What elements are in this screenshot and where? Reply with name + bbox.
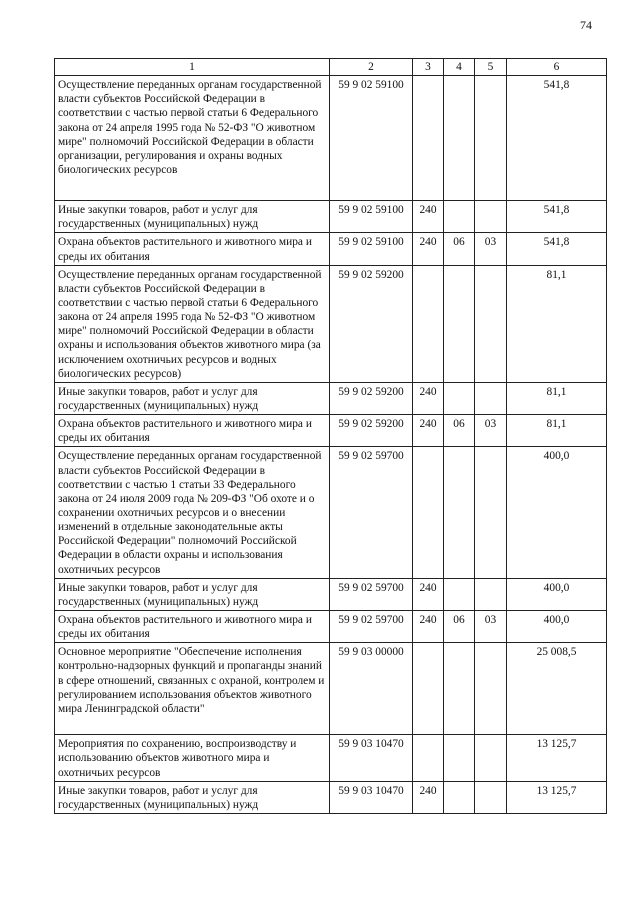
expense-type [413,643,444,735]
subsection [475,201,507,233]
section: 06 [444,610,475,642]
amount: 81,1 [507,265,607,382]
page-number: 74 [580,18,592,32]
amount: 13 125,7 [507,781,607,813]
table-row [55,610,607,642]
item-code: 59 9 02 59200 [330,415,413,447]
item-name: Охрана объектов растительного и животного мира и среды их обитания [55,610,330,642]
expense-type: 240 [413,610,444,642]
section [444,201,475,233]
expense-type: 240 [413,382,444,414]
table-row [55,233,607,265]
item-code: 59 9 03 10470 [330,781,413,813]
item-name: Охрана объектов растительного и животного мира и среды их обитания [55,415,330,447]
budget-table [54,58,607,814]
expense-type [413,735,444,781]
amount: 13 125,7 [507,735,607,781]
column-header: 5 [475,59,507,76]
subsection: 03 [475,415,507,447]
expense-type [413,76,444,201]
section [444,76,475,201]
subsection [475,578,507,610]
table-row [55,447,607,578]
section [444,735,475,781]
item-name: Осуществление переданных органам государственной власти субъектов Российской Федерации в соответствии с частью первой статьи 6 Федерального закона от 24 апреля 1995 года № 52-ФЗ "О животном мире" полномочий Российской Федерации в области организации, регулирования и охраны водных биологических ресурсов [55,76,330,201]
item-name: Мероприятия по сохранению, воспроизводству и использованию объектов животного мира и охотничьих ресурсов [55,735,330,781]
subsection [475,265,507,382]
section [444,643,475,735]
amount: 400,0 [507,447,607,578]
table-row [55,415,607,447]
section: 06 [444,233,475,265]
table-row [55,735,607,781]
item-code: 59 9 02 59100 [330,233,413,265]
table-row [55,781,607,813]
amount: 25 008,5 [507,643,607,735]
item-name: Охрана объектов растительного и животного мира и среды их обитания [55,233,330,265]
column-header: 4 [444,59,475,76]
expense-type [413,447,444,578]
item-name: Иные закупки товаров, работ и услуг для государственных (муниципальных) нужд [55,201,330,233]
column-header: 2 [330,59,413,76]
table-row [55,76,607,201]
amount: 400,0 [507,610,607,642]
item-code: 59 9 02 59200 [330,265,413,382]
item-name: Осуществление переданных органам государственной власти субъектов Российской Федерации в соответствии с частью первой статьи 6 Федерального закона от 24 апреля 1995 года № 52-ФЗ "О животном мире" полномочий Российской Федерации в области охраны и использования объектов животного мира (за исключением охотничьих ресурсов и водных биологических ресурсов) [55,265,330,382]
subsection [475,781,507,813]
column-header: 1 [55,59,330,76]
item-name: Иные закупки товаров, работ и услуг для государственных (муниципальных) нужд [55,781,330,813]
table-row [55,578,607,610]
expense-type: 240 [413,781,444,813]
subsection [475,76,507,201]
item-name: Осуществление переданных органам государственной власти субъектов Российской Федерации в соответствии с частью 1 статьи 33 Федерального закона от 24 июля 2009 года № 209-ФЗ "Об охоте и о сохранении охотничьих ресурсов и о внесении изменений в отдельные законодательные акты Российской Федерации" полномочий Российской Федерации в области охраны и использования охотничьих ресурсов [55,447,330,578]
subsection [475,735,507,781]
subsection [475,382,507,414]
amount: 81,1 [507,382,607,414]
table-row [55,201,607,233]
subsection: 03 [475,610,507,642]
item-code: 59 9 03 10470 [330,735,413,781]
item-code: 59 9 02 59700 [330,447,413,578]
expense-type: 240 [413,578,444,610]
amount: 541,8 [507,76,607,201]
column-header: 3 [413,59,444,76]
item-name: Иные закупки товаров, работ и услуг для государственных (муниципальных) нужд [55,382,330,414]
amount: 81,1 [507,415,607,447]
table-header-row [55,59,607,76]
expense-type: 240 [413,201,444,233]
item-code: 59 9 02 59700 [330,578,413,610]
expense-type: 240 [413,415,444,447]
section [444,578,475,610]
section: 06 [444,415,475,447]
table-row [55,265,607,382]
item-code: 59 9 03 00000 [330,643,413,735]
expense-type: 240 [413,233,444,265]
item-code: 59 9 02 59100 [330,76,413,201]
section [444,382,475,414]
item-code: 59 9 02 59200 [330,382,413,414]
amount: 541,8 [507,201,607,233]
table-row [55,382,607,414]
item-name: Иные закупки товаров, работ и услуг для государственных (муниципальных) нужд [55,578,330,610]
item-code: 59 9 02 59700 [330,610,413,642]
column-header: 6 [507,59,607,76]
amount: 541,8 [507,233,607,265]
section [444,447,475,578]
expense-type [413,265,444,382]
item-name: Основное мероприятие "Обеспечение исполнения контрольно-надзорных функций и пропаганды знаний в сфере отношений, связанных с охраной, контролем и регулированием использования объектов животного мира Ленинградской области" [55,643,330,735]
subsection: 03 [475,233,507,265]
subsection [475,447,507,578]
item-code: 59 9 02 59100 [330,201,413,233]
amount: 400,0 [507,578,607,610]
section [444,781,475,813]
table-row [55,643,607,735]
section [444,265,475,382]
subsection [475,643,507,735]
